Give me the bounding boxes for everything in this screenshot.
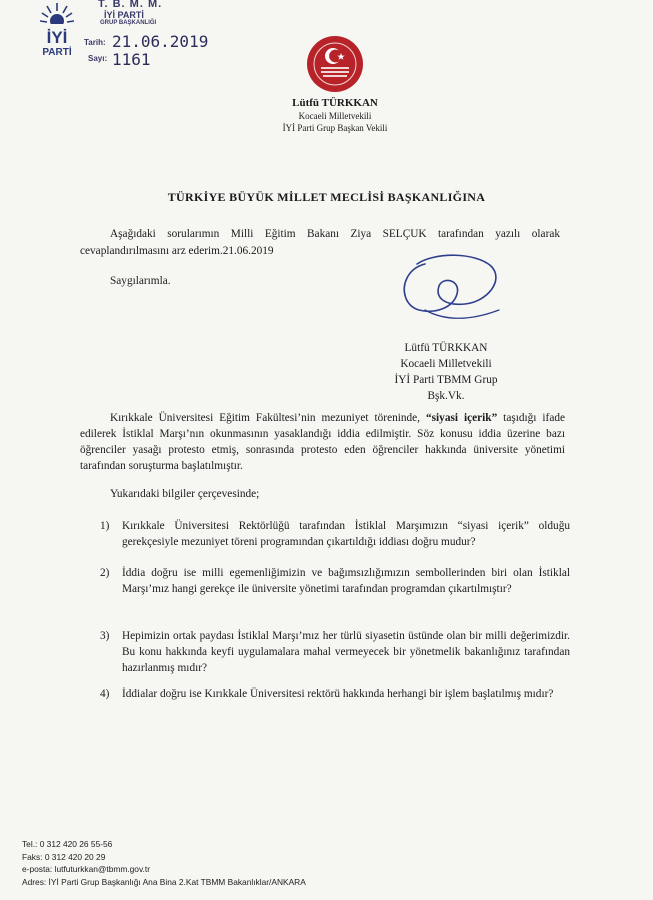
- footer-fax-row: [22, 851, 306, 864]
- signature-title: Kocaeli Milletvekili: [400, 358, 492, 370]
- stamp-date-value: 21.06.2019: [112, 32, 209, 51]
- stamp-date-label: Tarih:: [84, 38, 106, 47]
- sender-title: Kocaeli Milletvekili: [298, 111, 372, 121]
- question-number: 1): [100, 520, 110, 532]
- regards-text: Saygılarımla.: [110, 275, 171, 287]
- question-text: İddialar doğru ise Kırıkkale Üniversitesi rektörü hakkında herhangi bir işlem başlatılmış mıdır?: [122, 688, 554, 700]
- footer-email-label: e-posta:: [22, 864, 53, 875]
- party-logo-word: İYİ: [46, 28, 68, 47]
- intro-text: Aşağıdaki sorularımın Milli Eğitim Bakanı Ziya SELÇUK tarafından yazılı olarak cevaplandırılmasını arz ederim.21.06.2019: [80, 228, 560, 257]
- footer-phone-row: [22, 838, 306, 851]
- question-item: [100, 628, 570, 676]
- tbmm-emblem-icon: [305, 34, 365, 94]
- question-text: Hepimizin ortak paydası İstiklal Marşı’mız her türlü siyasetin üstünde olan bir milli değerimizdir. Bu konu hakkında keyfi uygulamalara mahal vermeyecek bir yönetmelik bakanlığınız tarafından hazırlanmış mıdır?: [122, 630, 570, 674]
- party-logo: [40, 2, 74, 64]
- footer-email: lutfuturkkan@tbmm.gov.tr: [54, 864, 150, 875]
- question-number: 2): [100, 567, 110, 579]
- signature-icon: [395, 250, 505, 330]
- sender-role: İYİ Parti Grup Başkan Vekili: [282, 123, 388, 133]
- footer-address-row: [22, 876, 306, 889]
- context-paragraph: [80, 410, 565, 474]
- contact-footer: [22, 838, 306, 888]
- context-text-start: Kırıkkale Üniversitesi Eğitim Fakültesi’nin mezuniyet töreninde,: [110, 412, 426, 424]
- footer-address: İYİ Parti Grup Başkanlığı Ana Bina 2.Kat TBMM Bakanlıklar/ANKARA: [48, 876, 306, 887]
- footer-phone-label: Tel.:: [22, 839, 38, 849]
- signature-block: [386, 340, 506, 404]
- question-number: 3): [100, 630, 110, 642]
- context-text-emphasis: “siyasi içerik”: [425, 412, 498, 424]
- footer-fax-label: Faks:: [22, 851, 43, 862]
- footer-email-row: [22, 863, 306, 876]
- stamp-unit: GRUP BAŞKANLIĞI: [100, 20, 157, 26]
- receipt-stamp: [84, 0, 209, 70]
- question-text: İddia doğru ise milli egemenliğimizin ve bağımsızlığımızın sembollerinden biri olan İstiklal Marşı’mız hangi gerekçe ile üniversite yönetimi tarafından programdan çıkartılmıştır?: [122, 567, 570, 595]
- signature-role: İYİ Parti TBMM Grup Bşk.Vk.: [394, 374, 498, 402]
- stamp-number-value: 1161: [112, 50, 151, 69]
- question-item: [100, 565, 570, 597]
- stamp-org: T. B. M. M.: [98, 0, 163, 10]
- context-text-end: taşıdığı ifade edilerek İstiklal Marşı’nın okunmasının yasaklandığı iddia edilmiştir. Söz konusu iddia üzerine bazı öğrenciler yasağı protesto etmiş, sonrasında protesto eden öğrenciler hakkında üniversite yönetimi tarafından soruşturma başlatılmıştır.: [80, 412, 565, 472]
- party-logo-subword: PARTİ: [42, 47, 72, 58]
- stamp-party: İYİ PARTİ: [104, 10, 144, 20]
- signature-name: Lütfü TÜRKKAN: [404, 342, 488, 354]
- footer-address-label: Adres:: [22, 876, 47, 887]
- letter-title: TÜRKİYE BÜYÜK MİLLET MECLİSİ BAŞKANLIĞINA: [167, 190, 486, 204]
- footer-phone: 0 312 420 26 55-56: [39, 839, 113, 849]
- footer-fax: 0 312 420 20 29: [44, 851, 106, 862]
- question-number: 4): [100, 688, 110, 700]
- sender-header: [260, 96, 410, 134]
- stamp-number-label: Sayı:: [88, 54, 108, 63]
- question-item: [100, 686, 570, 702]
- framework-text: Yukarıdaki bilgiler çerçevesinde;: [110, 488, 260, 500]
- question-item: [100, 518, 570, 550]
- question-text: Kırıkkale Üniversitesi Rektörlüğü tarafından İstiklal Marşımızın “siyasi içerik” olduğu gerekçesiyle mezuniyet töreni programından çıkartıldığı iddiası doğru mudur?: [122, 520, 570, 548]
- sender-name: Lütfü TÜRKKAN: [292, 97, 378, 109]
- sun-icon: [40, 2, 74, 24]
